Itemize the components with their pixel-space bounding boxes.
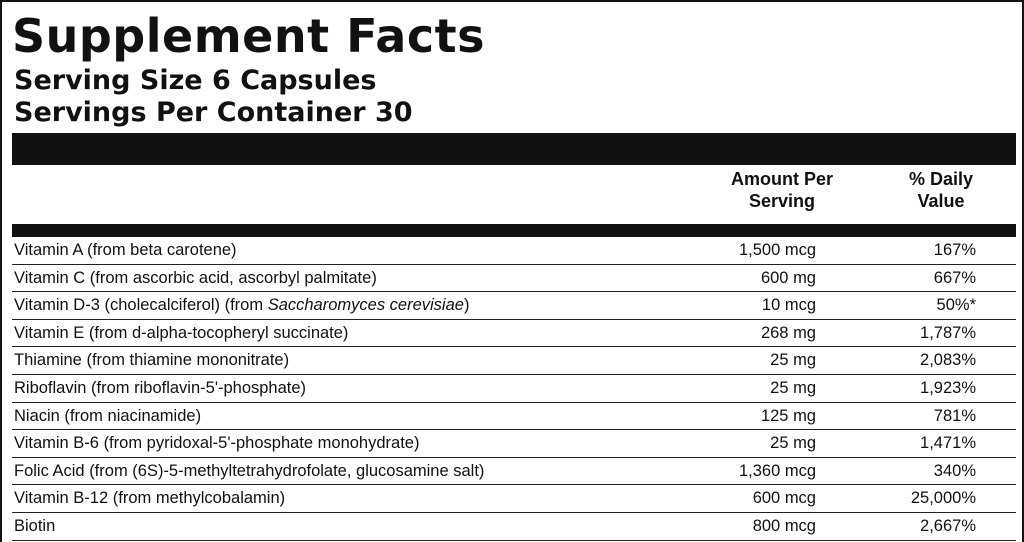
- nutrient-name: Niacin (from niacinamide): [14, 406, 202, 425]
- nutrient-row: [12, 485, 1016, 513]
- nutrient-row: [12, 513, 1016, 541]
- nutrient-name: Vitamin B-12 (from methylcobalamin): [14, 489, 286, 508]
- nutrient-amount: 25 mg: [770, 351, 816, 370]
- nutrient-amount: 1,500 mcg: [738, 241, 816, 259]
- nutrient-name: Vitamin C (from ascorbic acid, ascorbyl palmitate): [14, 268, 377, 287]
- nutrient-name: Biotin: [14, 516, 56, 535]
- column-header-amount: Amount Per Serving: [730, 169, 833, 211]
- nutrient-daily-value: 167%: [933, 241, 976, 259]
- nutrient-row: [12, 265, 1016, 293]
- header-divider-bar: [12, 133, 1016, 165]
- nutrient-daily-value: 781%: [933, 406, 976, 425]
- nutrient-row: [12, 403, 1016, 431]
- nutrient-name: Folic Acid (from (6S)-5-methyltetrahydrofolate, glucosamine salt): [14, 461, 485, 480]
- nutrient-amount: 268 mg: [760, 323, 816, 342]
- nutrient-row: [12, 347, 1016, 375]
- nutrient-row: [12, 320, 1016, 348]
- nutrient-row: [12, 375, 1016, 403]
- nutrient-amount: 25 mg: [770, 378, 816, 397]
- nutrient-row: [12, 292, 1016, 320]
- serving-size: Serving Size 6 Capsules: [14, 65, 377, 96]
- nutrient-name: Riboflavin (from riboflavin-5'-phosphate): [14, 378, 307, 397]
- label-title: Supplement Facts: [12, 9, 485, 63]
- column-divider-bar: [12, 224, 1016, 237]
- nutrient-amount: 1,360 mcg: [738, 461, 816, 480]
- nutrient-daily-value: 50%*: [936, 296, 976, 315]
- nutrient-name: Vitamin E (from d-alpha-tocopheryl succinate): [14, 323, 349, 342]
- nutrient-amount: 600 mcg: [752, 489, 816, 508]
- servings-per-container: Servings Per Container 30: [14, 97, 413, 128]
- column-header-daily-value: % Daily Value: [908, 169, 974, 211]
- nutrient-daily-value: 667%: [933, 268, 976, 287]
- nutrient-amount: 800 mcg: [752, 516, 816, 535]
- nutrient-amount: 600 mg: [760, 268, 816, 287]
- nutrient-daily-value: 340%: [933, 461, 976, 480]
- nutrient-list: [12, 237, 1016, 541]
- nutrient-row: [12, 458, 1016, 486]
- nutrient-daily-value: 2,083%: [920, 351, 976, 370]
- nutrient-amount: 25 mg: [770, 434, 816, 453]
- nutrient-daily-value: 1,787%: [920, 323, 976, 342]
- nutrient-amount: 10 mcg: [761, 296, 816, 315]
- nutrient-daily-value: 1,471%: [920, 434, 976, 453]
- nutrient-name: Thiamine (from thiamine mononitrate): [14, 351, 290, 370]
- nutrient-row: [12, 237, 1016, 265]
- nutrient-amount: 125 mg: [760, 406, 816, 425]
- nutrient-daily-value: 2,667%: [920, 516, 976, 535]
- nutrient-name: Vitamin B-6 (from pyridoxal-5'-phosphate monohydrate): [14, 434, 420, 453]
- nutrient-daily-value: 1,923%: [920, 378, 976, 397]
- nutrient-daily-value: 25,000%: [910, 489, 976, 508]
- nutrient-name: Vitamin A (from beta carotene): [14, 241, 237, 259]
- nutrient-row: [12, 430, 1016, 458]
- nutrient-name: Vitamin D-3 (cholecalciferol) (from Saccharomyces cerevisiae): [14, 296, 470, 315]
